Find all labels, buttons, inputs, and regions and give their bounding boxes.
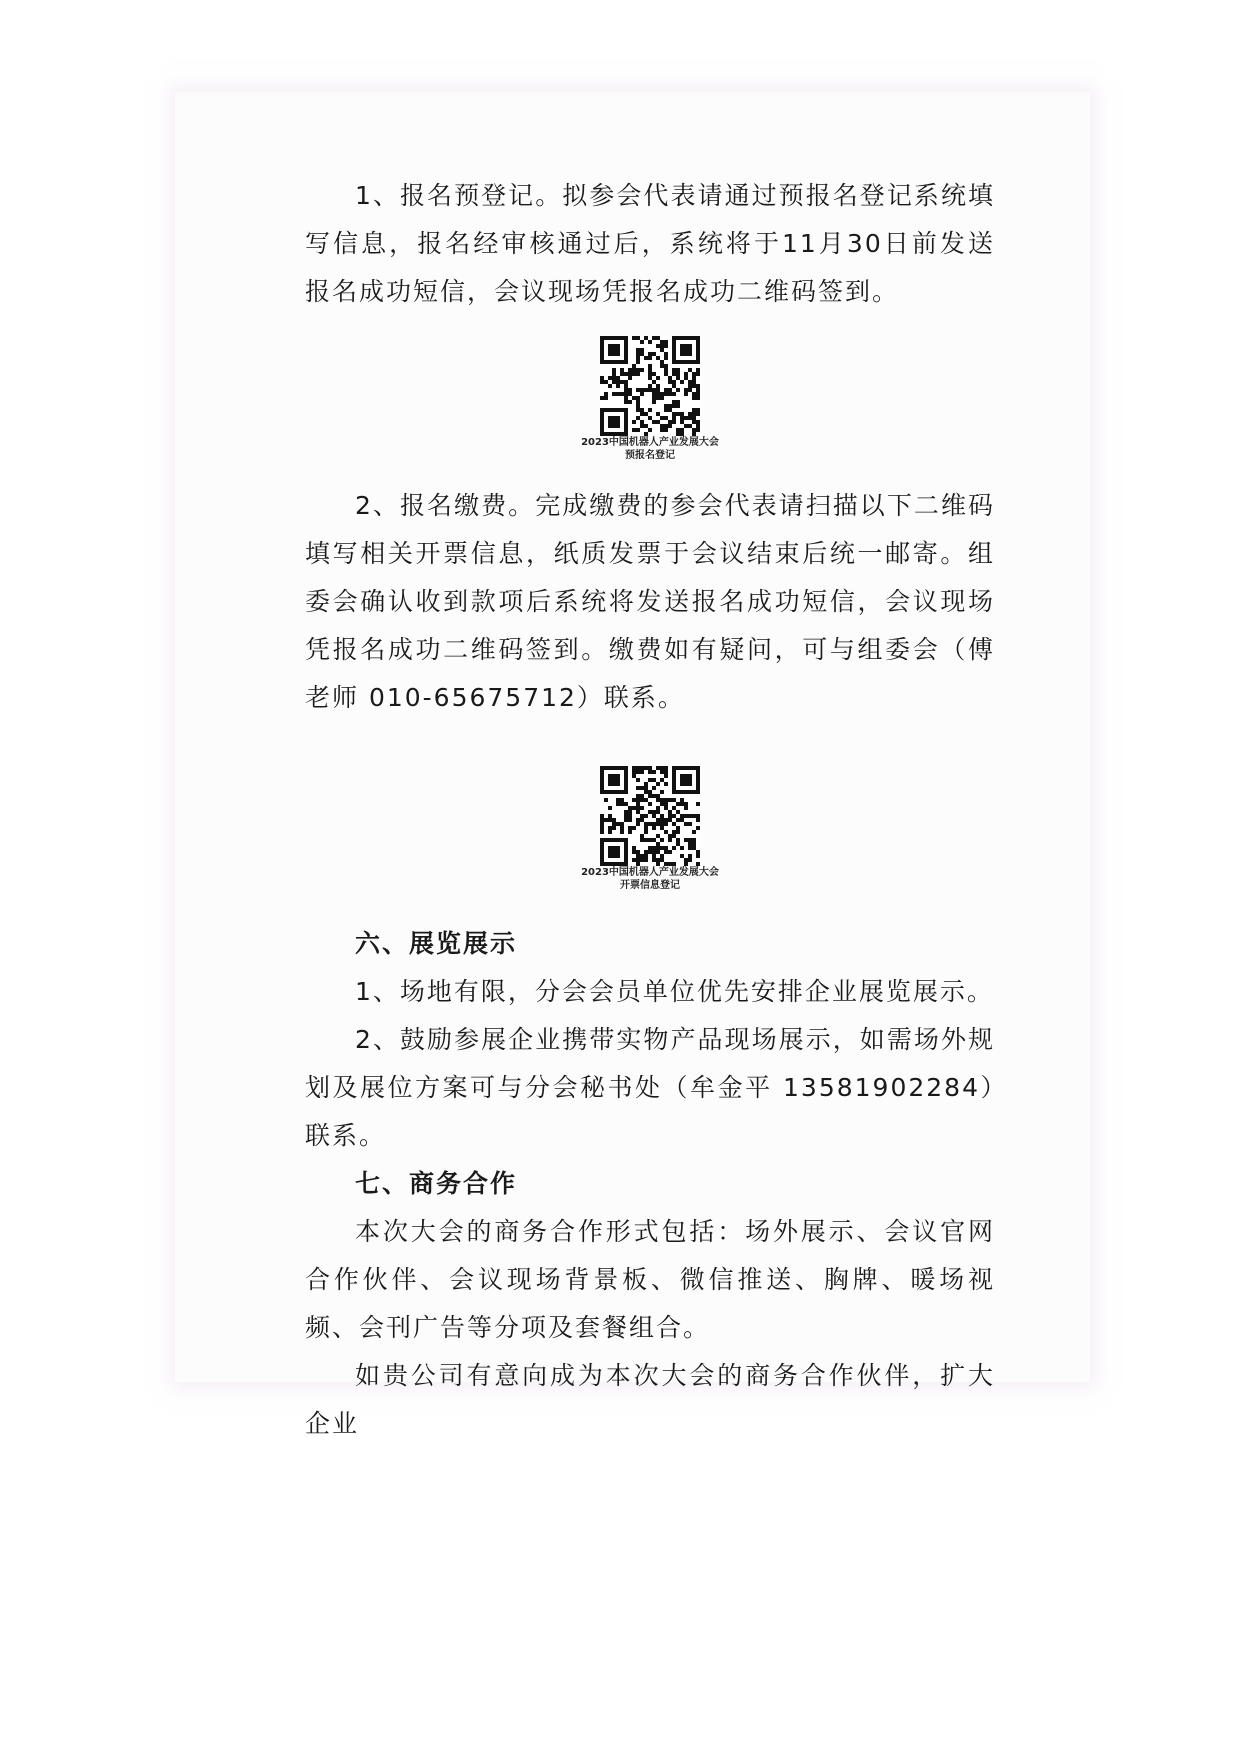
registration-item-1: 1、报名预登记。拟参会代表请通过预报名登记系统填写信息，报名经审核通过后，系统将于11月30日前发送报名成功短信，会议现场凭报名成功二维码签到。 [305,181,995,306]
pre-registration-qr-code[interactable] [600,336,700,436]
qr-caption-line2: 预报名登记 [625,450,675,461]
registration-item-2: 2、报名缴费。完成缴费的参会代表请扫描以下二维码填写相关开票信息，纸质发票于会议结束后统一邮寄。组委会确认收到款项后系统将发送报名成功短信，会议现场凭报名成功二维码签到。缴费如有疑问，可与组委会（傅老师 010-65675712）联系。 [305,491,995,712]
pre-registration-qr-block [305,336,995,462]
qr-caption-line1: 2023中国机器人产业发展大会 [581,437,719,448]
document-body [305,172,995,1448]
invoice-info-qr-block [305,766,995,892]
invoice-info-qr-code[interactable] [600,766,700,866]
business-paragraph-2: 如贵公司有意向成为本次大会的商务合作伙伴，扩大企业 [305,1361,995,1438]
section-heading-exhibition: 六、展览展示 [355,929,518,958]
qr-caption-line1: 2023中国机器人产业发展大会 [581,867,719,878]
section-heading-business: 七、商务合作 [355,1169,518,1198]
business-paragraph-1: 本次大会的商务合作形式包括：场外展示、会议官网合作伙伴、会议现场背景板、微信推送、胸牌、暖场视频、会刊广告等分项及套餐组合。 [305,1217,995,1342]
exhibition-item-2: 2、鼓励参展企业携带实物产品现场展示，如需场外规划及展位方案可与分会秘书处（牟金平 13581902284）联系。 [305,1025,995,1150]
qr-caption-line2: 开票信息登记 [620,880,680,891]
exhibition-item-1: 1、场地有限，分会会员单位优先安排企业展览展示。 [355,977,994,1006]
